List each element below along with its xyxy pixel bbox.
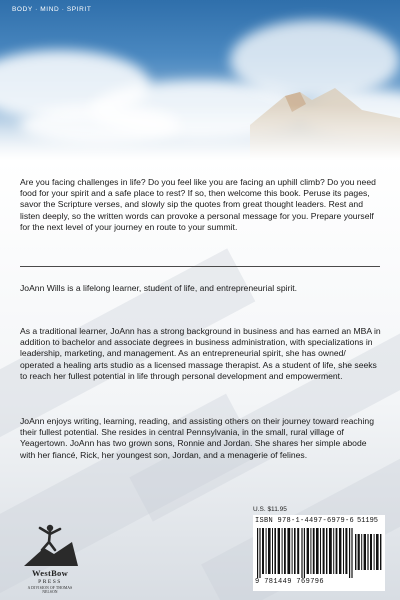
publisher-name: WestBow bbox=[31, 568, 69, 578]
price-code: 51195 bbox=[357, 517, 379, 525]
author-bio-paragraph-2: As a traditional learner, JoAnn has a strong background in business and has earned an MBA in addition to bachelor and associate degrees in business administration, with specializations in leadership, marketing, and management. As an entrepreneurial spirit, she has owned/ operated a healing arts studio as a licensed massage therapist. As a student of life, she seeks to reach her fullest potential in life through personal development and empowerment. bbox=[20, 326, 381, 381]
climber-summit-logo bbox=[20, 520, 80, 568]
book-description: Are you facing challenges in life? Do you feel like you are facing an uphill climb? Do you need food for your spirit and a safe place to rest? If so, then welcome this book. Peruse its pages, savor the Scripture verses, and slowly sip the quotes from great thought leaders. Rest and listen deeply, so the written words can provoke a personal message for you. Prepare yourself for the next level of your journey en route to your summit. bbox=[20, 177, 376, 232]
publisher-press: PRESS bbox=[38, 579, 62, 585]
price-label: U.S. $11.95 bbox=[253, 506, 287, 513]
section-divider bbox=[20, 266, 380, 267]
price-barcode-bars bbox=[355, 528, 383, 570]
author-bio-paragraph-1: JoAnn Wills is a lifelong learner, student of life, and entrepreneurial spirit. bbox=[20, 283, 298, 293]
barcode-digits: 9 781449 769796 bbox=[255, 578, 325, 586]
barcode-bars bbox=[257, 528, 353, 578]
publisher-tagline: A DIVISION OF THOMAS NELSON bbox=[27, 586, 73, 594]
author-bio-paragraph-3: JoAnn enjoys writing, learning, reading, and assisting others on their journey toward reaching their fullest potential. She resides in central Pennsylvania, in the small, rural village of Yeagertown. JoAnn has two grown sons, Ronnie and Jordan. She shares her simple abode with her fiancé, Rick, her youngest son, Jordan, and a menagerie of felines. bbox=[20, 416, 374, 460]
isbn-text: ISBN 978-1-4497-6979-6 bbox=[255, 517, 355, 525]
cover-sky-image bbox=[0, 0, 400, 160]
barcode bbox=[253, 515, 385, 591]
category-label: BODY · MIND · SPIRIT bbox=[12, 6, 92, 13]
publisher-logo bbox=[20, 520, 100, 596]
